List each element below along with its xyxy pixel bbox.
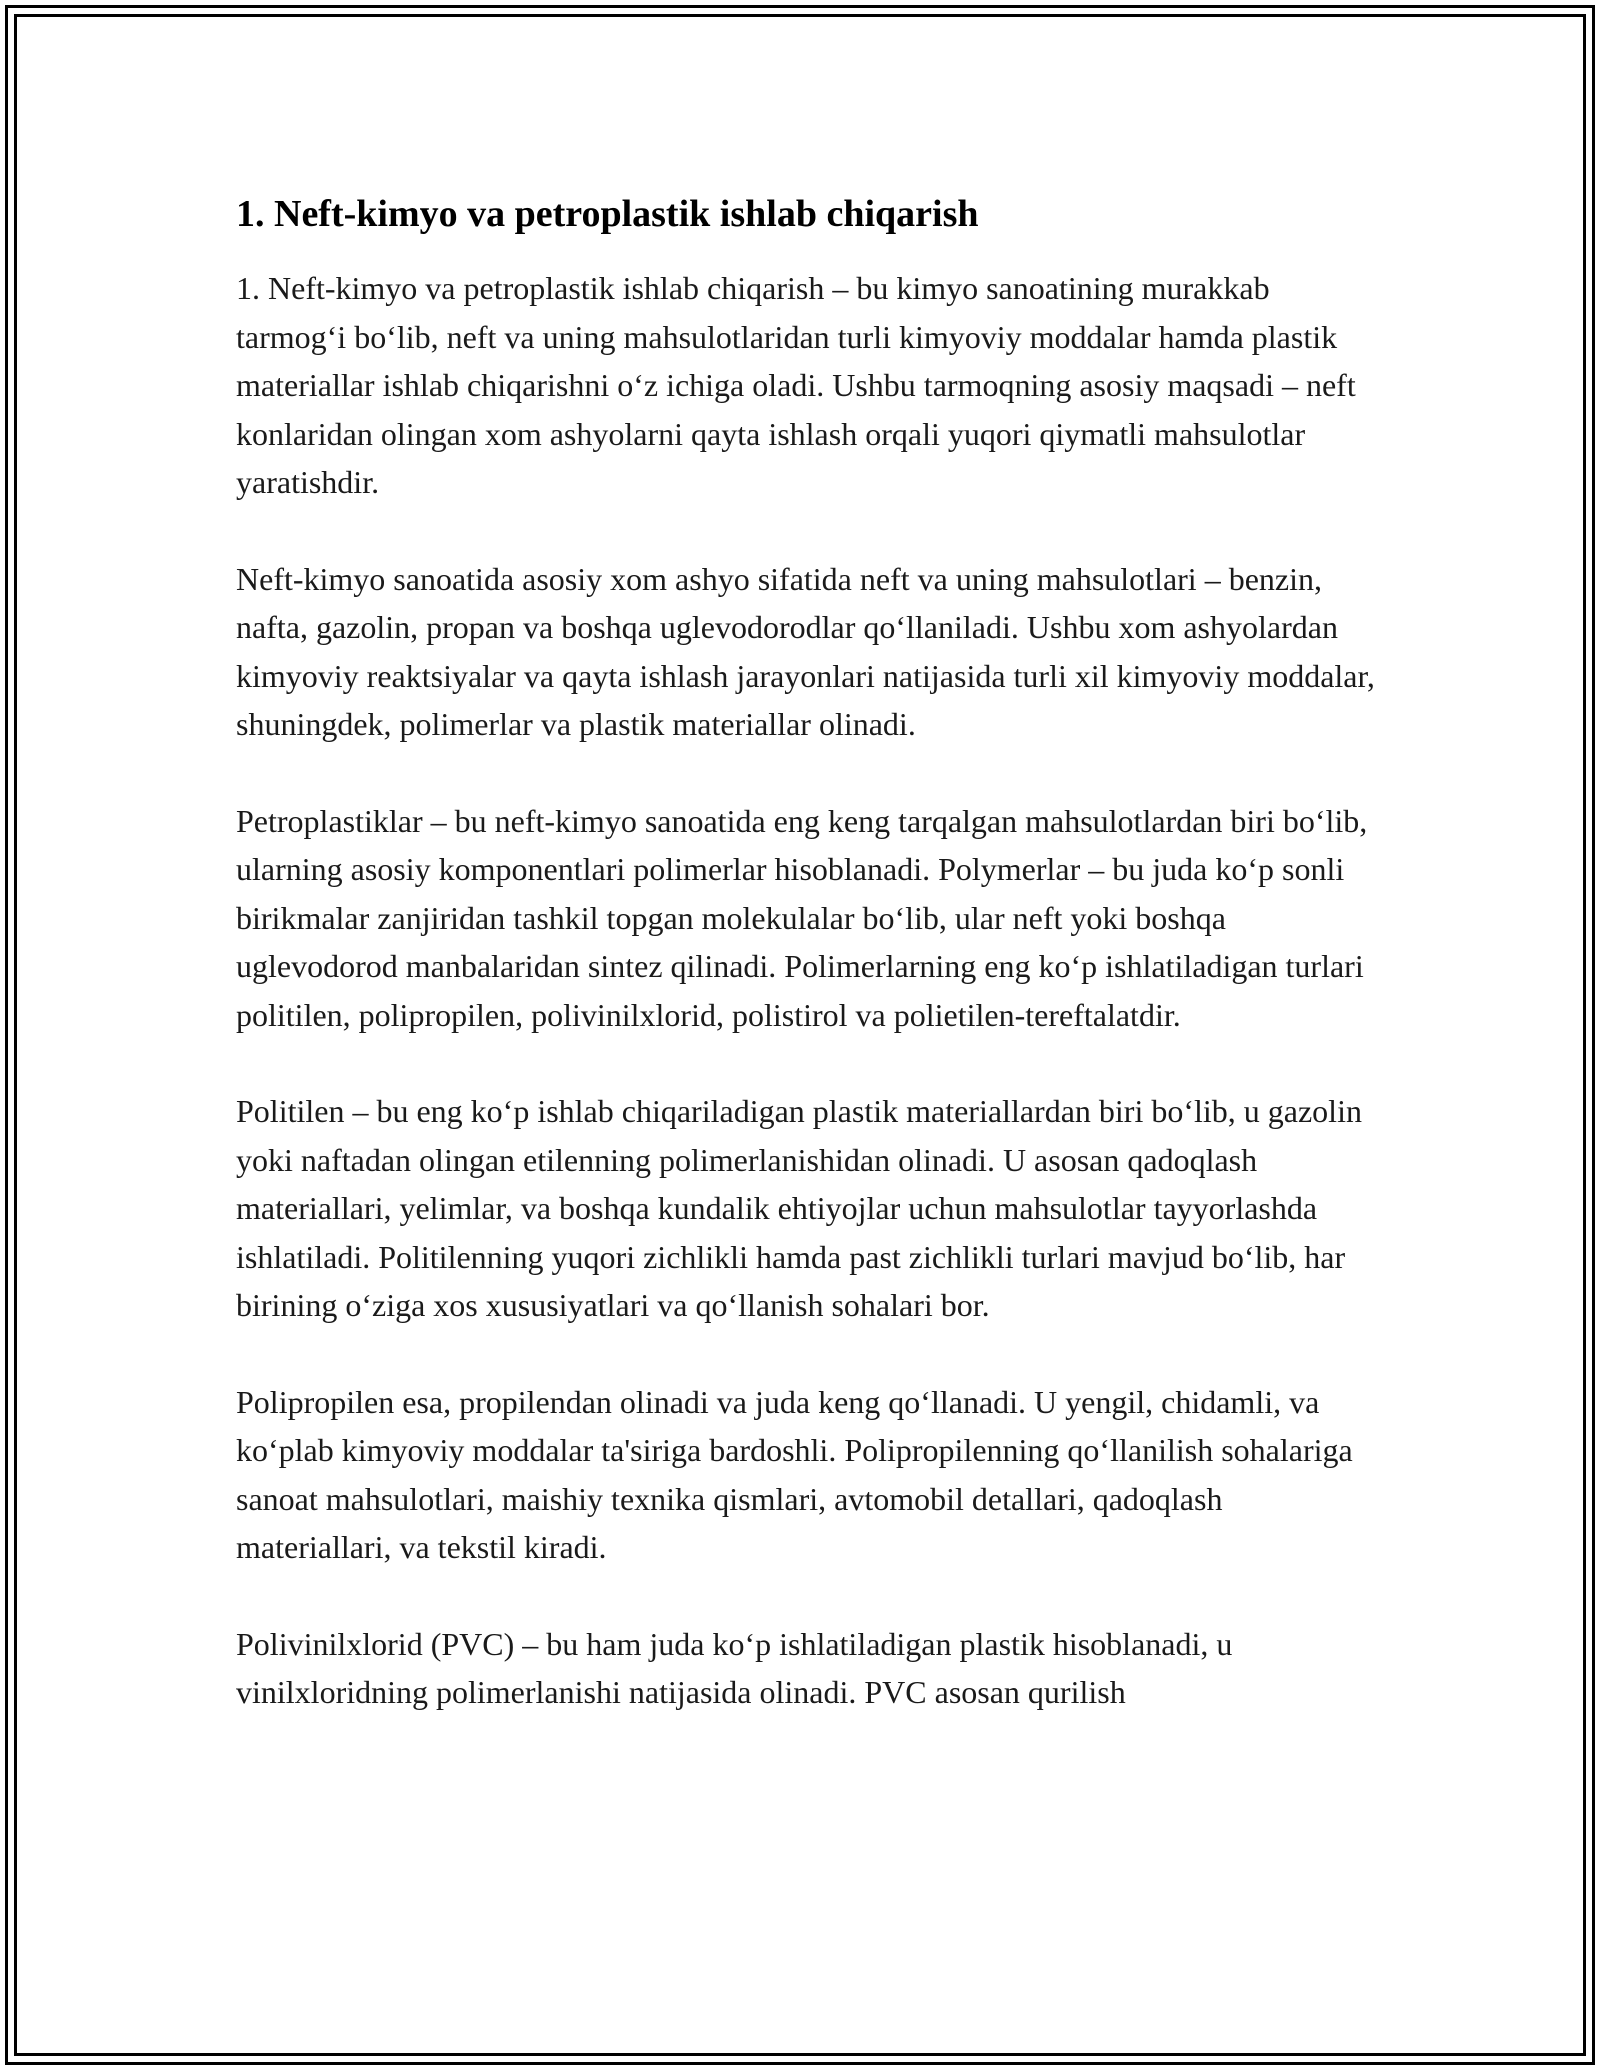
paragraph-polyethylene: Politilen – bu eng ko‘p ishlab chiqariladigan plastik materiallardan biri bo‘lib, u gazolin yoki naftadan olingan etilenning polimerlanishidan olinadi. U asosan qadoqlash materiallari, yelimlar, va boshqa kundalik ehtiyojlar uchun mahsulotlar tayyorlashda ishlatiladi. Politilenning yuqori zichlikli hamda past zichlikli turlari mavjud bo‘lib, har birining o‘ziga xos xususiyatlari va qo‘llanish sohalari bor.: [236, 1093, 1362, 1323]
paragraph-intro: 1. Neft-kimyo va petroplastik ishlab chiqarish – bu kimyo sanoatining murakkab tarmog‘i bo‘lib, neft va uning mahsulotlaridan turli kimyoviy moddalar hamda plastik materiallar ishlab chiqarishni o‘z ichiga oladi. Ushbu tarmoqning asosiy maqsadi – neft konlaridan olingan xom ashyolarni qayta ishlash orqali yuqori qiymatli mahsulotlar yaratishdir.: [236, 270, 1356, 500]
page-title: 1. Neft-kimyo va petroplastik ishlab chiqarish: [236, 193, 979, 235]
paragraph-pvc: Polivinilxlorid (PVC) – bu ham juda ko‘p ishlatiladigan plastik hisoblanadi, u vinilxloridning polimerlanishi natijasida olinadi. PVC asosan qurilish: [236, 1625, 1233, 1710]
document-body: [236, 190, 1376, 1717]
paragraph-raw-materials: Neft-kimyo sanoatida asosiy xom ashyo sifatida neft va uning mahsulotlari – benzin, nafta, gazolin, propan va boshqa uglevodorodlar qo‘llaniladi. Ushbu xom ashyolardan kimyoviy reaktsiyalar va qayta ishlash jarayonlari natijasida turli xil kimyoviy moddalar, shuningdek, polimerlar va plastik materiallar olinadi.: [236, 560, 1375, 742]
paragraph-petroplastics: Petroplastiklar – bu neft-kimyo sanoatida eng keng tarqalgan mahsulotlardan biri bo‘lib, ularning asosiy komponentlari polimerlar hisoblanadi. Polymerlar – bu juda ko‘p sonli birikmalar zanjiridan tashkil topgan molekulalar bo‘lib, ular neft yoki boshqa uglevodorod manbalaridan sintez qilinadi. Polimerlarning eng ko‘p ishlatiladigan turlari politilen, polipropilen, polivinilxlorid, polistirol va polietilen-tereftalatdir.: [236, 802, 1368, 1033]
paragraph-polypropylene: Polipropilen esa, propilendan olinadi va juda keng qo‘llanadi. U yengil, chidamli, va ko‘plab kimyoviy moddalar ta'siriga bardoshli. Polipropilenning qo‘llanilish sohalariga sanoat mahsulotlari, maishiy texnika qismlari, avtomobil detallari, qadoqlash materiallari, va tekstil kiradi.: [236, 1383, 1353, 1565]
